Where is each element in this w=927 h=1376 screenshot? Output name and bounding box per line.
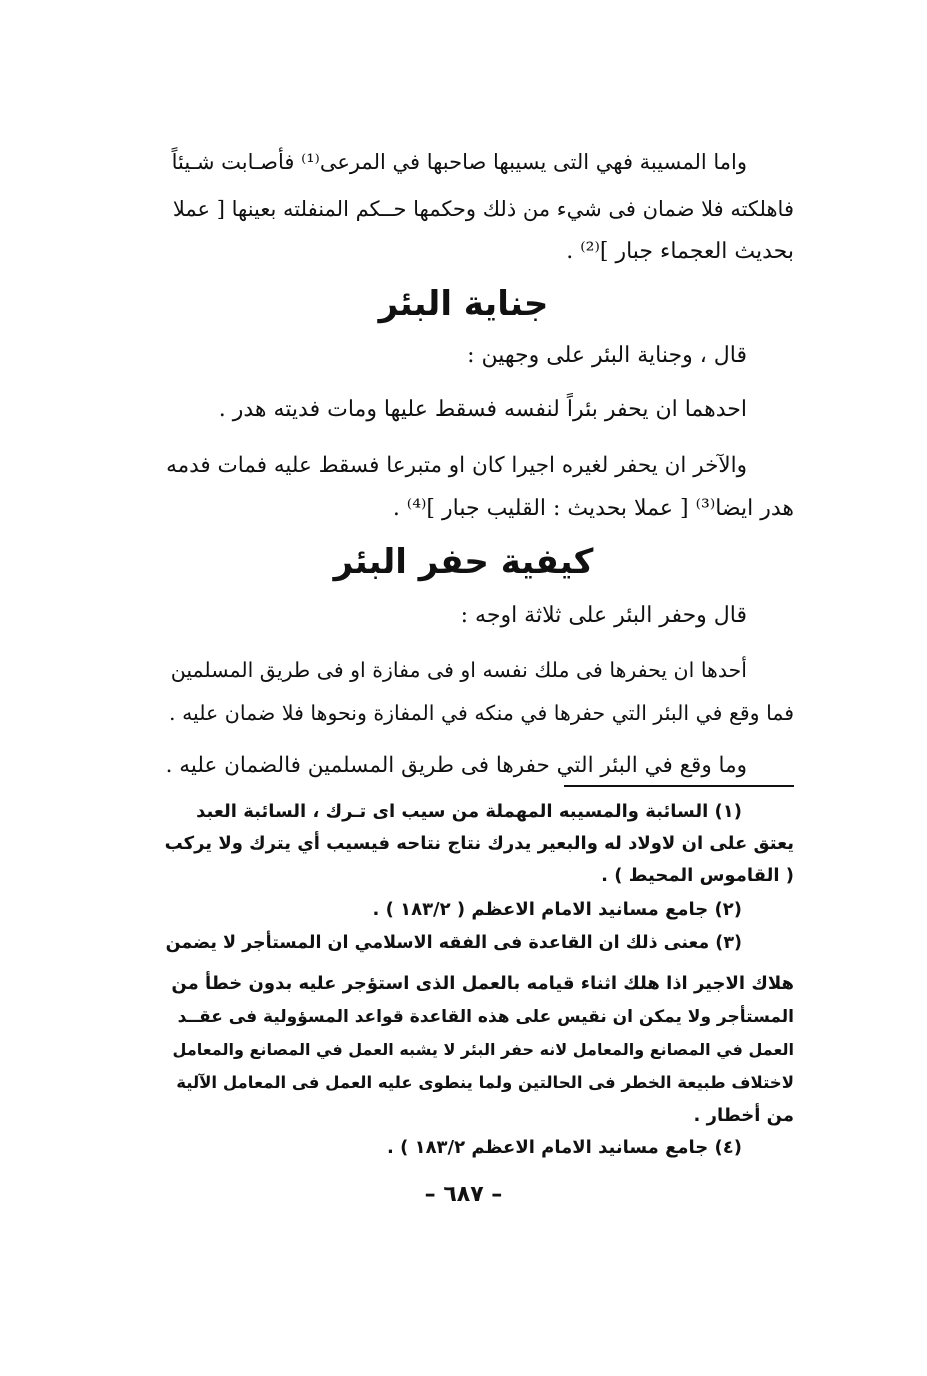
paragraph-second-case-line-1: والآخر ان يحفر لغيره اجيرا كان او متبرعا فسقط عليه فمات فدمه <box>166 453 747 478</box>
footnote-3-line-1: (٣) معنى ذلك ان القاعدة فى الفقه الاسلامي ان المستأجر لا يضمن <box>165 933 742 953</box>
paragraph-mushayyaba-line-2: فاهلكته فلا ضمان فى شيء من ذلك وحكمها حــكم المنفلته بعينها [ عملا <box>172 197 794 221</box>
footnote-3-line-5: لاختلاف طبيعة الخطر فى الحالتين ولما ينطوى عليه العمل فى المعامل الآلية <box>176 1073 794 1092</box>
paragraph-second-case-line-2: هدر ايضا⁽³⁾ [ عملا بحديث : القليب جبار ]⁽⁴⁾ . <box>392 496 794 521</box>
footnote-1-line-1: (١) السائبة والمسيبه المهملة من سيب اى تـرك ، السائبة العبد <box>196 801 742 822</box>
footnote-3-line-2: هلاك الاجير اذا هلك اثناء قيامه بالعمل الذى استؤجر عليه بدون خطأ من <box>171 973 794 994</box>
footnote-1-line-3: ( القاموس المحيط ) . <box>601 865 794 886</box>
footnote-4: (٤) جامع مسانيد الامام الاعظم ١٨٣/٢ ) . <box>386 1137 742 1158</box>
footnote-2: (٢) جامع مسانيد الامام الاعظم ( ١٨٣/٢ ) . <box>372 899 742 920</box>
paragraph-two-ways: قال ، وجناية البئر على وجهين : <box>467 343 747 368</box>
footnote-1-line-2: يعتق على ان لاولاد له والبعير يدرك نتاج نتاحه فيسيب أي يترك ولا يركب <box>164 833 794 854</box>
footnote-3-line-3: المستأجر ولا يمكن ان نقيس على هذه القاعدة قواعد المسؤولية فى عقــد <box>177 1007 794 1027</box>
paragraph-first-way-line-2: فما وقع في البئر التي حفرها في منكه في المفازة ونحوها فلا ضمان عليه . <box>169 701 794 725</box>
paragraph-three-ways: قال وحفر البئر على ثلاثة اوجه : <box>460 603 747 628</box>
page-number: – ٦٨٧ – <box>424 1182 503 1207</box>
heading-well-liability: جناية البئر <box>378 284 549 324</box>
paragraph-muslims-road: وما وقع في البئر التي حفرها فى طريق المسلمين فالضمان عليه . <box>165 753 747 778</box>
paragraph-mushayyaba-line-1: واما المسيبة فهي التى يسيبها صاحبها في المرعى⁽¹⁾ فأصـابت شـيئاً <box>171 150 747 174</box>
footnote-separator <box>564 785 794 787</box>
paragraph-first-case: احدهما ان يحفر بئراً لنفسه فسقط عليها ومات فديته هدر . <box>218 397 747 422</box>
footnote-3-line-4: العمل في المصانع والمعامل لانه حفر البئر لا يشبه العمل في المصانع والمعامل <box>172 1040 794 1059</box>
heading-well-digging: كيفية حفر البئر <box>333 542 594 582</box>
footnote-3-line-6: من أخطار . <box>693 1105 794 1126</box>
paragraph-first-way-line-1: أحدها ان يحفرها فى ملك نفسه او فى مفازة او فى طريق المسلمين <box>170 658 747 682</box>
paragraph-mushayyaba-line-3: بحديث العجماء جبار ]⁽²⁾ . <box>566 239 794 264</box>
